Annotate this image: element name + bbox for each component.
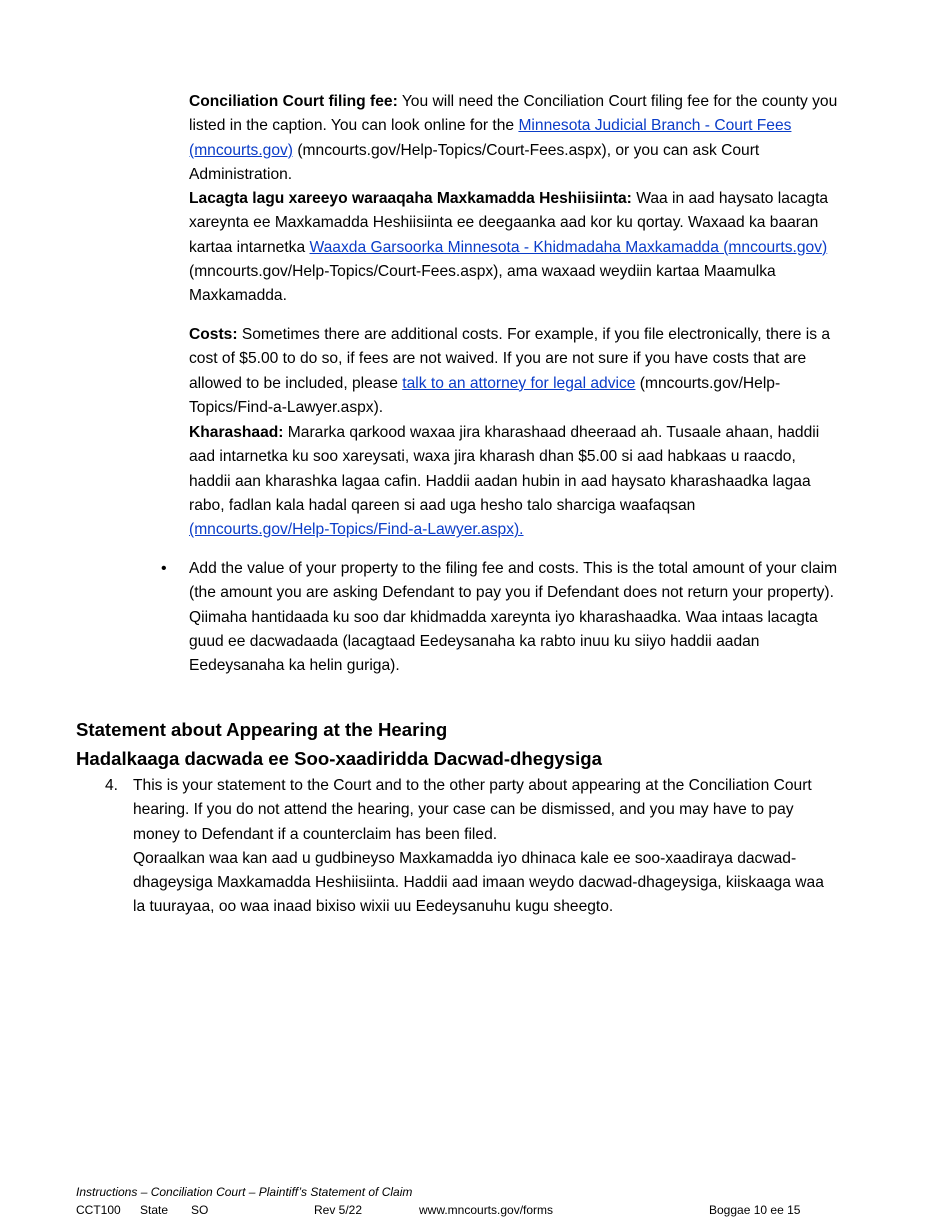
costs-en-text-end: (mncourts.gov/Help-Topics/Find-a-Lawyer.aspx). (189, 374, 781, 416)
attorney-advice-link[interactable]: talk to an attorney for legal advice (402, 374, 636, 392)
footer-revision: Rev 5/22 (314, 1203, 363, 1217)
filing-fee-so-label: Lacagta lagu xareeyo waraaqaha Maxkamadda Heshiisiinta: (189, 190, 632, 207)
costs-so-label: Kharashaad: (189, 424, 284, 441)
costs-en-label: Costs: (189, 326, 238, 343)
item-4 (133, 774, 839, 920)
find-lawyer-link[interactable]: (mncourts.gov/Help-Topics/Find-a-Lawyer.aspx). (189, 521, 524, 539)
costs-en (189, 323, 839, 420)
filing-fee-en (189, 90, 839, 187)
bullet-text-so: Qiimaha hantidaada ku soo dar khidmadda xareynta iyo kharashaadka. Waa intaas lacagta guud ee dacwadaada (lacagtaad Eedeysanaha ka rabto inuu ku siiyo haddii aadan Eedeysanaha ka helin guriga). (189, 608, 818, 675)
footer-page-number: Boggae 10 ee 15 (709, 1203, 801, 1217)
section-heading-so: Hadalkaaga dacwada ee Soo-xaadiridda Dacwad-dhegysiga (76, 748, 602, 769)
footer-scope: State (140, 1203, 169, 1217)
court-fees-link[interactable]: Minnesota Judicial Branch - Court Fees (mncourts.gov) (189, 117, 792, 159)
filing-fee-so (189, 187, 839, 308)
footer-website: www.mncourts.gov/forms (419, 1203, 554, 1217)
filing-fee-en-label: Conciliation Court filing fee: (189, 93, 398, 110)
bullet-text-en: Add the value of your property to the filing fee and costs. This is the total amount of your claim (the amount you are asking Defendant to pay you if Defendant does not return your property). (189, 560, 838, 602)
footer-language: SO (191, 1203, 209, 1217)
costs-so (189, 421, 839, 542)
section-heading-en: Statement about Appearing at the Hearing (76, 719, 448, 740)
item-number: 4. (105, 777, 119, 794)
bullet-item (189, 557, 839, 678)
court-fees-link-so[interactable]: Waaxda Garsoorka Minnesota - Khidmadaha Maxkamadda (mncourts.gov) (309, 238, 828, 256)
item-4-text-en: This is your statement to the Court and to the other party about appearing at the Conciliation Court hearing. If you do not attend the hearing, your case can be dismissed, and you may have to pay money to Defendant if a counterclaim has been filed. (133, 777, 812, 843)
costs-so-text: Mararka qarkood waxaa jira kharashaad dheeraad ah. Tusaale ahaan, haddii aad intarnetka ku soo xareysati, waxa jira kharash dhan $5.00 si aad habkaas u raacdo, haddii aan kharashka lagaa cafin. Haddii aadan hubin in aad haysato kharashaadka lagaa rabo, fadlan kala hadal qareen si aad uga hesho talo sharciga waafaqsan (189, 424, 820, 514)
costs-en-text: Sometimes there are additional costs. For example, if you file electronically, there is a cost of $5.00 to do so, if fees are not waived. If you are not sure if you have costs that are allowed to be included, please (189, 326, 831, 392)
footer-form-code: CCT100 (76, 1203, 121, 1217)
footer-title: Instructions – Conciliation Court – Plaintiff’s Statement of Claim (76, 1185, 413, 1199)
bullet-marker: • (161, 560, 167, 577)
filing-fee-so-text: Waa in aad haysato lacagta xareynta ee Maxkamadda Heshiisiinta ee deegaanka aad kor ku qortay. Waxaad ka baaran kartaa intarnetka (189, 190, 829, 256)
filing-fee-so-text-end: (mncourts.gov/Help-Topics/Court-Fees.aspx), ama waxaad weydiin kartaa Maamulka Maxkamadda. (189, 262, 776, 305)
filing-fee-en-text-end: (mncourts.gov/Help-Topics/Court-Fees.aspx), or you can ask Court Administration. (189, 141, 760, 183)
filing-fee-en-text: You will need the Conciliation Court filing fee for the county you listed in the caption. You can look online for the (189, 93, 838, 135)
item-4-text-so: Qoraalkan waa kan aad u gudbineyso Maxkamadda iyo dhinaca kale ee soo-xaadiraya dacwad-dhageysiga Maxkamadda Heshiisiinta. Haddii aad imaan weydo dacwad-dhageysiga, kiiskaaga waa la tuurayaa, oo waa inaad bixiso wixii uu Eedeysanuhu kugu sheegto. (133, 849, 824, 916)
